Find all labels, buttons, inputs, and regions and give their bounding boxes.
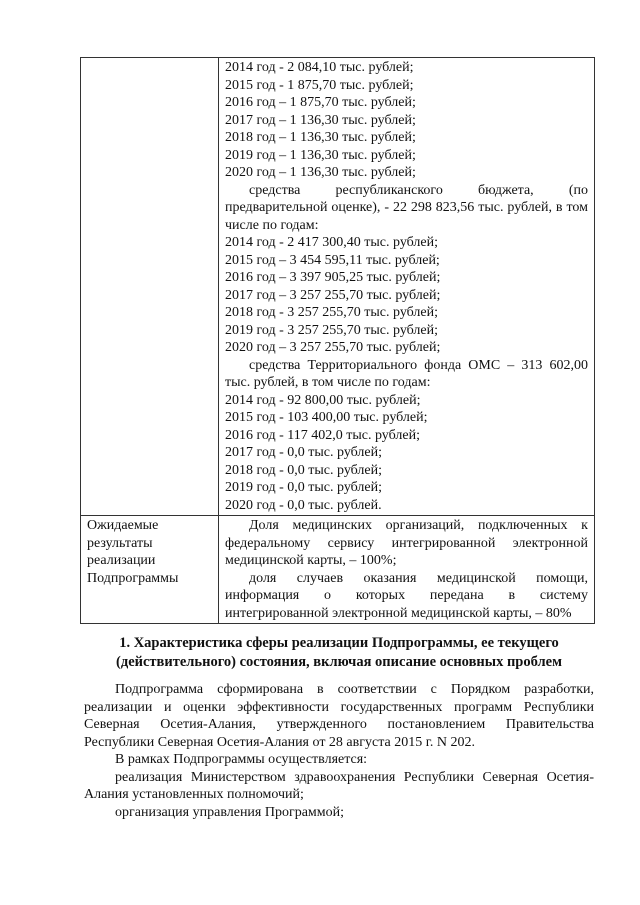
passport-table bbox=[80, 57, 595, 624]
funding-line: 2015 год – 3 454 595,11 тыс. рублей; bbox=[225, 252, 440, 268]
funding-line: 2015 год - 103 400,00 тыс. рублей; bbox=[225, 410, 428, 425]
funding-lines-oms bbox=[225, 392, 588, 515]
funding-line: 2016 год – 3 397 905,25 тыс. рублей; bbox=[225, 270, 441, 285]
funding-line: 2016 год - 117 402,0 тыс. рублей; bbox=[225, 427, 420, 443]
section-body bbox=[84, 681, 594, 821]
oms-fund-paragraph: средства Территориального фонда ОМС – 313 602,00 тыс. рублей, в том числе по годам: bbox=[225, 357, 588, 390]
funding-line: 2015 год - 1 875,70 тыс. рублей; bbox=[225, 77, 414, 93]
results-row bbox=[81, 516, 595, 624]
funding-line: 2019 год – 1 136,30 тыс. рублей; bbox=[225, 147, 416, 163]
funding-lines-top bbox=[225, 59, 588, 182]
body-paragraph: Подпрограмма сформирована в соответствии с Порядком разработки, реализации и оценки эффективности государственных программ Республики Северная Осетия-Алания, утвержденного постановлением Правительства Республики Северная Осетия-Алания от 28 августа 2015 г. N 202. bbox=[84, 682, 594, 750]
funding-line: 2017 год – 3 257 255,70 тыс. рублей; bbox=[225, 287, 441, 303]
funding-line: 2016 год – 1 875,70 тыс. рублей; bbox=[225, 95, 416, 110]
republic-budget-paragraph: средства республиканского бюджета, (по предварительной оценке), - 22 298 823,56 тыс. рублей, в том числе по годам: bbox=[225, 182, 588, 233]
funding-value-cell bbox=[219, 58, 595, 516]
results-label-cell: Ожидаемые результаты реализации Подпрограммы bbox=[81, 516, 219, 624]
funding-line: 2018 год - 0,0 тыс. рублей; bbox=[225, 462, 383, 478]
funding-line: 2014 год - 2 084,10 тыс. рублей; bbox=[225, 60, 414, 75]
funding-line: 2020 год - 0,0 тыс. рублей. bbox=[225, 497, 382, 513]
body-paragraph: В рамках Подпрограммы осуществляется: bbox=[115, 752, 368, 767]
funding-line: 2019 год - 0,0 тыс. рублей; bbox=[225, 480, 383, 495]
funding-line: 2020 год – 3 257 255,70 тыс. рублей; bbox=[225, 340, 441, 355]
results-value-cell bbox=[219, 516, 595, 624]
funding-line: 2018 год – 1 136,30 тыс. рублей; bbox=[225, 130, 416, 145]
funding-lines-republic bbox=[225, 234, 588, 357]
results-paragraph-1: Доля медицинских организаций, подключенных к федеральному сервису интегрированной электронной медицинской карты, – 100%; bbox=[225, 518, 588, 568]
funding-line: 2020 год – 1 136,30 тыс. рублей; bbox=[225, 165, 416, 180]
results-paragraph-2: доля случаев оказания медицинской помощи, информация о которых передана в систему интегрированной электронной медицинской карты, – 80% bbox=[225, 570, 588, 621]
section-heading: 1. Характеристика сферы реализации Подпрограммы, ее текущего (действительного) состояния, включая описание основных проблем bbox=[116, 635, 562, 670]
funding-line: 2017 год – 1 136,30 тыс. рублей; bbox=[225, 112, 416, 128]
funding-line: 2014 год - 2 417 300,40 тыс. рублей; bbox=[225, 235, 439, 250]
funding-line: 2018 год - 3 257 255,70 тыс. рублей; bbox=[225, 305, 439, 320]
funding-line: 2019 год - 3 257 255,70 тыс. рублей; bbox=[225, 322, 439, 338]
body-paragraph: реализация Министерством здравоохранения Республики Северная Осетия-Алания установленных полномочий; bbox=[84, 769, 594, 802]
funding-row bbox=[81, 58, 595, 516]
funding-label-cell bbox=[81, 58, 219, 516]
body-paragraph: организация управления Программой; bbox=[115, 804, 345, 820]
funding-line: 2014 год - 92 800,00 тыс. рублей; bbox=[225, 392, 421, 408]
funding-line: 2017 год - 0,0 тыс. рублей; bbox=[225, 445, 383, 460]
